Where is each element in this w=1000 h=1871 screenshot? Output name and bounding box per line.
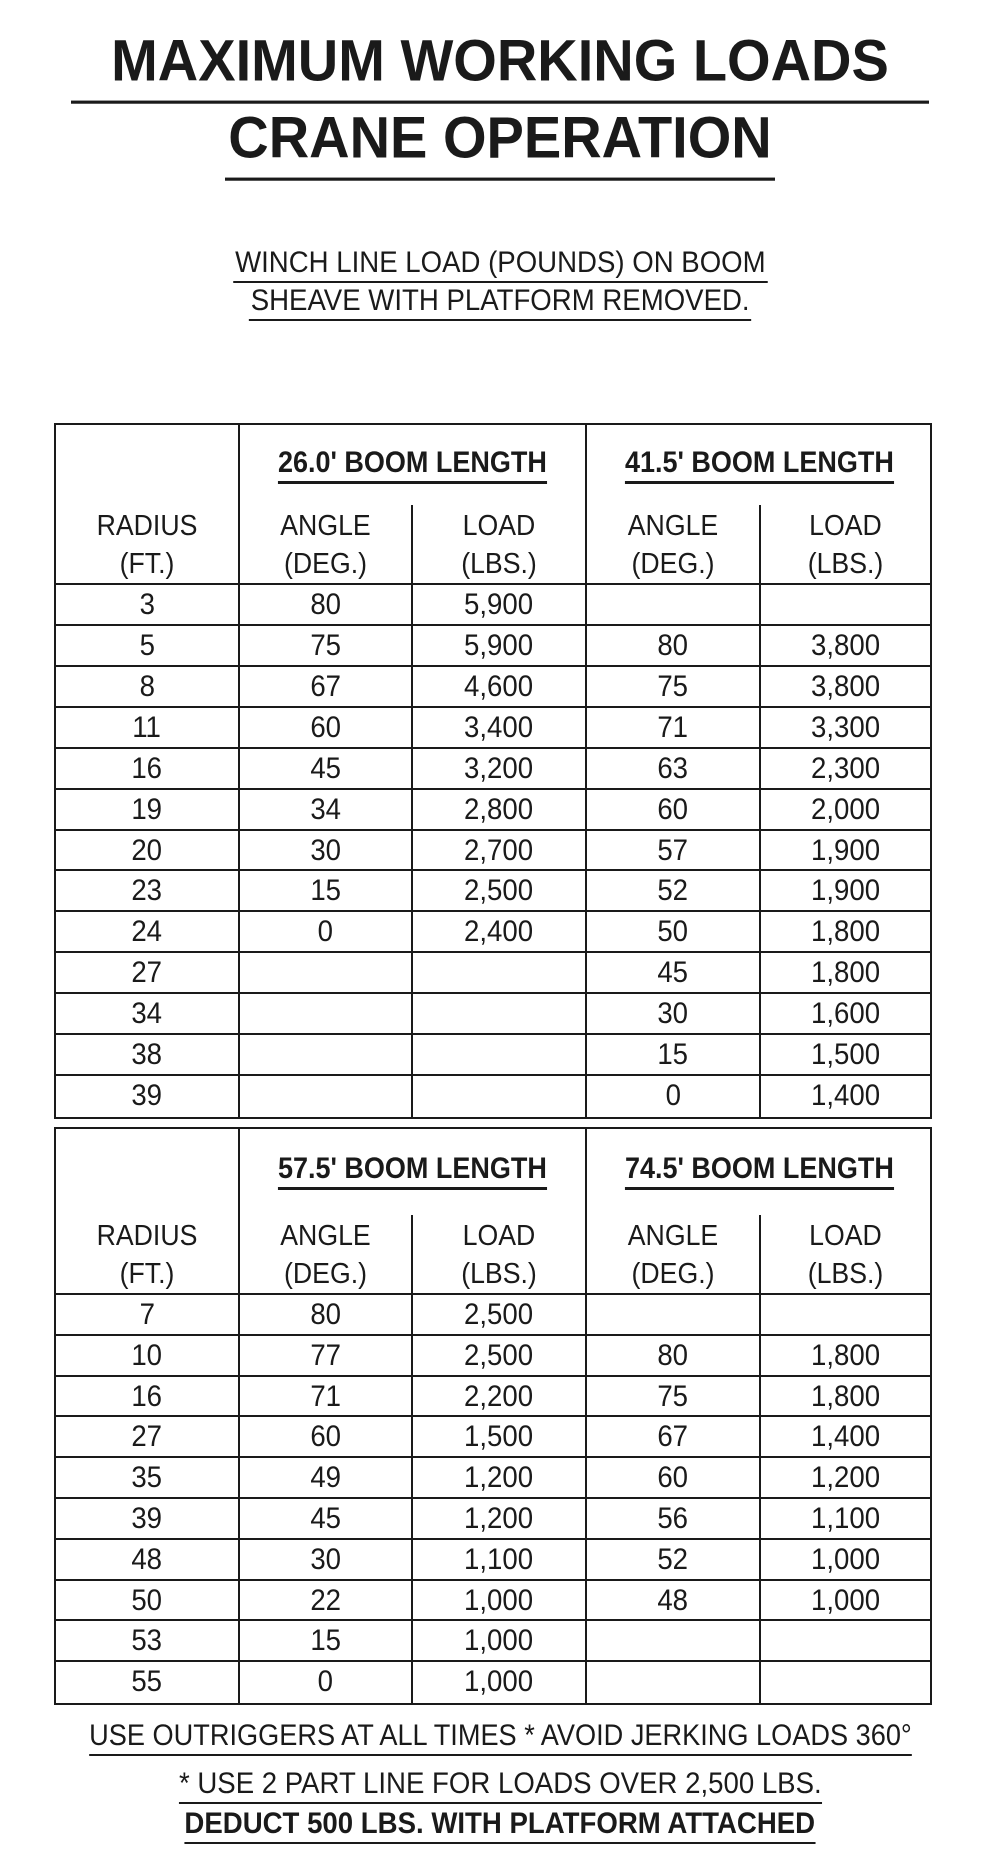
cell-value: 60 <box>310 710 341 744</box>
load-cell <box>413 831 585 870</box>
cell-value: 1,500 <box>464 1420 534 1454</box>
angle-cell <box>240 912 411 951</box>
load-cell <box>761 994 930 1033</box>
load-cell <box>413 749 585 788</box>
boom-length-header <box>240 447 585 484</box>
load-cell <box>413 1499 585 1538</box>
cell-value: 67 <box>310 669 341 703</box>
table-row <box>56 1621 930 1662</box>
load-cell <box>413 1035 585 1074</box>
angle-cell <box>587 1621 759 1660</box>
load-cell <box>761 1540 930 1579</box>
radius-cell <box>56 1662 238 1701</box>
cell-value: 1,000 <box>464 1583 534 1617</box>
boom-length-header <box>587 447 932 484</box>
angle-cell <box>240 749 411 788</box>
angle-cell <box>240 1458 411 1497</box>
cell-value: 77 <box>310 1338 341 1372</box>
cell-value: 1,000 <box>810 1542 881 1576</box>
cell-value: 71 <box>310 1379 341 1413</box>
header-label: ANGLE <box>627 510 719 542</box>
cell-value: 75 <box>657 669 689 703</box>
radius-cell <box>56 1540 238 1579</box>
cell-value: 1,100 <box>464 1542 534 1576</box>
cell-value: 45 <box>310 1502 341 1535</box>
header-label: RADIUS <box>96 1220 198 1252</box>
header-unit: (DEG.) <box>631 548 715 580</box>
footer-note-platform-deduct <box>0 1808 1000 1844</box>
cell-value: 7 <box>139 1298 155 1331</box>
load-cell <box>413 1458 585 1497</box>
header-label: LOAD <box>809 510 882 542</box>
cell-value: 57 <box>657 833 689 867</box>
load-cell <box>761 1076 930 1115</box>
radius-cell <box>56 1076 238 1115</box>
load-cell <box>761 1499 930 1538</box>
cell-value: 48 <box>131 1542 163 1576</box>
cell-value: 0 <box>317 1665 334 1699</box>
cell-value: 34 <box>310 792 341 826</box>
cell-value: 45 <box>310 751 341 785</box>
radius-cell <box>56 1581 238 1620</box>
boom-length-label: 74.5' BOOM LENGTH <box>625 1153 894 1190</box>
load-cell <box>413 1076 585 1115</box>
load-cell <box>413 626 585 665</box>
load-table-57-74 <box>54 1127 932 1705</box>
cell-value: 38 <box>131 1038 163 1072</box>
description-line-2 <box>0 286 1000 321</box>
cell-value: 2,500 <box>464 1298 534 1331</box>
header-label: ANGLE <box>627 1220 719 1252</box>
load-cell <box>761 790 930 829</box>
angle-cell <box>240 1417 411 1456</box>
cell-value: 50 <box>131 1583 163 1617</box>
table-body <box>56 585 930 1117</box>
load-cell <box>761 626 930 665</box>
radius-cell <box>56 1295 238 1334</box>
load-cell <box>761 667 930 706</box>
cell-value: 39 <box>131 1502 163 1535</box>
cell-value: 20 <box>131 833 163 867</box>
load-cell <box>761 1581 930 1620</box>
load-cell <box>413 912 585 951</box>
angle-cell <box>587 667 759 706</box>
cell-value: 60 <box>310 1420 341 1454</box>
header-label: LOAD <box>809 1220 882 1252</box>
cell-value: 15 <box>310 874 341 908</box>
load-cell <box>761 1295 930 1334</box>
load-cell <box>761 912 930 951</box>
angle-cell <box>587 831 759 870</box>
radius-cell <box>56 1458 238 1497</box>
cell-value: 55 <box>131 1665 163 1699</box>
cell-value: 1,800 <box>810 1379 881 1413</box>
table-row <box>56 831 930 872</box>
table-row <box>56 1499 930 1540</box>
load-cell <box>761 749 930 788</box>
angle-column-header <box>587 1217 759 1293</box>
load-cell <box>413 585 585 624</box>
load-cell <box>761 831 930 870</box>
load-cell <box>413 1540 585 1579</box>
cell-value: 22 <box>310 1583 341 1617</box>
header-unit: (LBS.) <box>461 1258 537 1290</box>
table-row <box>56 1035 930 1076</box>
cell-value: 39 <box>131 1079 163 1113</box>
header-unit: (FT.) <box>119 548 175 580</box>
cell-value: 1,500 <box>810 1038 881 1072</box>
angle-cell <box>587 749 759 788</box>
cell-value: 1,000 <box>464 1665 534 1699</box>
cell-value: 30 <box>310 1542 341 1576</box>
footer-text-3: DEDUCT 500 LBS. WITH PLATFORM ATTACHED <box>185 1808 816 1844</box>
load-cell <box>413 871 585 910</box>
boom-length-label: 26.0' BOOM LENGTH <box>278 447 547 484</box>
table-row <box>56 1417 930 1458</box>
page-subtitle-crane-operation <box>0 104 1000 180</box>
radius-cell <box>56 585 238 624</box>
angle-cell <box>587 953 759 992</box>
cell-value: 80 <box>657 1338 689 1372</box>
cell-value: 75 <box>310 628 341 662</box>
header-label: ANGLE <box>280 510 371 542</box>
cell-value: 45 <box>657 956 689 990</box>
angle-cell <box>587 1076 759 1115</box>
radius-cell <box>56 667 238 706</box>
cell-value: 2,200 <box>464 1379 534 1413</box>
angle-cell <box>587 1336 759 1375</box>
radius-cell <box>56 1377 238 1416</box>
cell-value: 0 <box>317 915 334 949</box>
cell-value: 3,800 <box>810 628 881 662</box>
header-label: LOAD <box>462 510 536 542</box>
cell-value: 80 <box>310 588 341 621</box>
load-cell <box>761 953 930 992</box>
cell-value: 1,200 <box>810 1461 881 1495</box>
load-cell <box>413 1295 585 1334</box>
load-column-header <box>413 507 585 583</box>
cell-value: 24 <box>131 915 163 949</box>
angle-cell <box>587 1499 759 1538</box>
table-row <box>56 1540 930 1581</box>
cell-value: 2,500 <box>464 1338 534 1372</box>
angle-cell <box>587 626 759 665</box>
angle-cell <box>587 708 759 747</box>
cell-value: 1,800 <box>810 956 881 990</box>
load-cell <box>413 1417 585 1456</box>
page-title <box>0 27 1000 103</box>
table-row <box>56 1662 930 1703</box>
table-row <box>56 1076 930 1117</box>
load-cell <box>761 1621 930 1660</box>
radius-cell <box>56 1621 238 1660</box>
cell-value: 49 <box>310 1461 341 1495</box>
angle-cell <box>240 1581 411 1620</box>
radius-cell <box>56 831 238 870</box>
radius-cell <box>56 708 238 747</box>
cell-value: 30 <box>310 833 341 867</box>
angle-cell <box>240 1540 411 1579</box>
table-header <box>56 1129 930 1295</box>
cell-value: 19 <box>131 792 163 826</box>
angle-cell <box>587 1417 759 1456</box>
header-unit: (LBS.) <box>807 1258 884 1290</box>
cell-value: 4,600 <box>464 669 534 703</box>
angle-cell <box>240 708 411 747</box>
angle-cell <box>587 1581 759 1620</box>
cell-value: 27 <box>131 956 163 990</box>
radius-cell <box>56 912 238 951</box>
cell-value: 63 <box>657 751 689 785</box>
cell-value: 0 <box>665 1079 681 1113</box>
radius-cell <box>56 871 238 910</box>
radius-cell <box>56 790 238 829</box>
table-row <box>56 626 930 667</box>
cell-value: 30 <box>657 997 689 1031</box>
table-row <box>56 1295 930 1336</box>
header-unit: (LBS.) <box>807 548 884 580</box>
footer-note-outriggers <box>0 1720 1000 1756</box>
cell-value: 16 <box>131 751 163 785</box>
radius-cell <box>56 1417 238 1456</box>
table-row <box>56 749 930 790</box>
cell-value: 3,800 <box>810 669 881 703</box>
boom-length-header <box>587 1153 932 1190</box>
angle-cell <box>587 1295 759 1334</box>
load-cell <box>761 1035 930 1074</box>
cell-value: 1,400 <box>810 1079 881 1113</box>
cell-value: 1,800 <box>810 915 881 949</box>
angle-cell <box>240 626 411 665</box>
radius-cell <box>56 1336 238 1375</box>
cell-value: 5,900 <box>464 588 534 621</box>
cell-value: 35 <box>131 1461 163 1495</box>
cell-value: 27 <box>131 1420 163 1454</box>
cell-value: 53 <box>131 1624 163 1658</box>
table-row <box>56 953 930 994</box>
table-row <box>56 912 930 953</box>
table-row <box>56 871 930 912</box>
angle-cell <box>587 1662 759 1701</box>
angle-cell <box>240 1295 411 1334</box>
angle-cell <box>587 1540 759 1579</box>
cell-value: 3 <box>139 588 155 621</box>
cell-value: 2,500 <box>464 874 534 908</box>
load-cell <box>413 1621 585 1660</box>
load-cell <box>413 1377 585 1416</box>
cell-value: 50 <box>657 915 689 949</box>
description-text-2: SHEAVE WITH PLATFORM REMOVED. <box>249 286 752 321</box>
angle-cell <box>587 585 759 624</box>
angle-column-header <box>587 507 759 583</box>
angle-cell <box>587 871 759 910</box>
angle-cell <box>240 1621 411 1660</box>
angle-cell <box>240 667 411 706</box>
angle-cell <box>240 790 411 829</box>
cell-value: 1,100 <box>810 1502 881 1535</box>
cell-value: 8 <box>139 669 155 703</box>
header-unit: (DEG.) <box>283 1258 368 1290</box>
header-unit: (DEG.) <box>283 548 368 580</box>
load-cell <box>761 1417 930 1456</box>
cell-value: 1,200 <box>464 1461 534 1495</box>
cell-value: 52 <box>657 874 689 908</box>
angle-cell <box>587 1458 759 1497</box>
cell-value: 11 <box>132 710 162 744</box>
cell-value: 1,400 <box>810 1420 881 1454</box>
cell-value: 1,800 <box>810 1338 881 1372</box>
angle-cell <box>240 1076 411 1115</box>
cell-value: 80 <box>657 628 689 662</box>
load-cell <box>761 1377 930 1416</box>
angle-cell <box>240 1499 411 1538</box>
load-table-26-41 <box>54 423 932 1119</box>
cell-value: 1,000 <box>810 1583 881 1617</box>
radius-cell <box>56 1035 238 1074</box>
cell-value: 60 <box>657 1461 689 1495</box>
cell-value: 34 <box>131 997 163 1031</box>
header-label: ANGLE <box>280 1220 371 1252</box>
cell-value: 67 <box>657 1420 689 1454</box>
cell-value: 56 <box>657 1502 689 1535</box>
load-column-header <box>761 1217 930 1293</box>
angle-cell <box>240 1035 411 1074</box>
table-row <box>56 1581 930 1622</box>
angle-cell <box>240 1377 411 1416</box>
radius-cell <box>56 626 238 665</box>
load-cell <box>413 953 585 992</box>
load-cell <box>413 790 585 829</box>
angle-cell <box>587 1035 759 1074</box>
header-unit: (LBS.) <box>461 548 537 580</box>
angle-cell <box>240 1662 411 1701</box>
header-label: RADIUS <box>96 510 198 542</box>
cell-value: 2,300 <box>810 751 881 785</box>
cell-value: 15 <box>657 1038 689 1072</box>
cell-value: 1,000 <box>464 1624 534 1658</box>
cell-value: 16 <box>131 1379 163 1413</box>
cell-value: 3,200 <box>464 751 534 785</box>
cell-value: 1,600 <box>810 997 881 1031</box>
table-row <box>56 790 930 831</box>
cell-value: 2,400 <box>464 915 534 949</box>
cell-value: 15 <box>310 1624 341 1658</box>
load-cell <box>413 667 585 706</box>
cell-value: 2,700 <box>464 833 534 867</box>
load-cell <box>761 1458 930 1497</box>
radius-column-header <box>56 1217 238 1293</box>
cell-value: 52 <box>657 1542 689 1576</box>
cell-value: 1,900 <box>810 874 881 908</box>
angle-cell <box>587 790 759 829</box>
radius-column-header <box>56 507 238 583</box>
radius-cell <box>56 953 238 992</box>
angle-cell <box>240 871 411 910</box>
cell-value: 80 <box>310 1298 341 1331</box>
cell-value: 75 <box>657 1379 689 1413</box>
angle-cell <box>240 994 411 1033</box>
table-header <box>56 425 930 585</box>
angle-column-header <box>240 1217 411 1293</box>
boom-length-label: 41.5' BOOM LENGTH <box>625 447 894 484</box>
title-line-1: MAXIMUM WORKING LOADS <box>71 31 929 103</box>
cell-value: 48 <box>657 1583 689 1617</box>
table-row <box>56 1377 930 1418</box>
footer-note-part-line <box>0 1768 1000 1804</box>
boom-length-header <box>240 1153 585 1190</box>
cell-value: 10 <box>131 1338 163 1372</box>
table-row <box>56 1458 930 1499</box>
table-row <box>56 994 930 1035</box>
table-row <box>56 667 930 708</box>
title-line-2: CRANE OPERATION <box>225 108 774 180</box>
footer-text-2: * USE 2 PART LINE FOR LOADS OVER 2,500 LBS. <box>179 1768 822 1804</box>
load-column-header <box>413 1217 585 1293</box>
table-body <box>56 1295 930 1703</box>
cell-value: 2,000 <box>810 792 881 826</box>
load-cell <box>761 871 930 910</box>
load-cell <box>413 1581 585 1620</box>
cell-value: 2,800 <box>464 792 534 826</box>
load-cell <box>413 708 585 747</box>
angle-cell <box>240 953 411 992</box>
cell-value: 23 <box>131 874 163 908</box>
header-label: LOAD <box>462 1220 536 1252</box>
footer-text-1: USE OUTRIGGERS AT ALL TIMES * AVOID JERKING LOADS 360° <box>89 1720 912 1756</box>
angle-cell <box>587 1377 759 1416</box>
description-text-1: WINCH LINE LOAD (POUNDS) ON BOOM <box>233 248 767 283</box>
load-cell <box>761 585 930 624</box>
load-column-header <box>761 507 930 583</box>
cell-value: 3,400 <box>464 710 534 744</box>
angle-cell <box>587 912 759 951</box>
boom-length-label: 57.5' BOOM LENGTH <box>278 1153 547 1190</box>
cell-value: 71 <box>657 710 689 744</box>
cell-value: 5 <box>139 628 155 662</box>
table-row <box>56 1336 930 1377</box>
description-line-1 <box>0 248 1000 283</box>
radius-cell <box>56 749 238 788</box>
load-cell <box>413 1662 585 1701</box>
angle-column-header <box>240 507 411 583</box>
cell-value: 1,200 <box>464 1502 534 1535</box>
cell-value: 1,900 <box>810 833 881 867</box>
load-cell <box>761 708 930 747</box>
angle-cell <box>240 831 411 870</box>
load-cell <box>413 994 585 1033</box>
angle-cell <box>240 585 411 624</box>
header-unit: (DEG.) <box>631 1258 715 1290</box>
load-cell <box>761 1336 930 1375</box>
angle-cell <box>587 994 759 1033</box>
radius-cell <box>56 1499 238 1538</box>
load-cell <box>761 1662 930 1701</box>
load-cell <box>413 1336 585 1375</box>
table-row <box>56 585 930 626</box>
header-unit: (FT.) <box>119 1258 175 1290</box>
radius-cell <box>56 994 238 1033</box>
table-row <box>56 708 930 749</box>
cell-value: 60 <box>657 792 689 826</box>
angle-cell <box>240 1336 411 1375</box>
cell-value: 3,300 <box>810 710 881 744</box>
cell-value: 5,900 <box>464 628 534 662</box>
